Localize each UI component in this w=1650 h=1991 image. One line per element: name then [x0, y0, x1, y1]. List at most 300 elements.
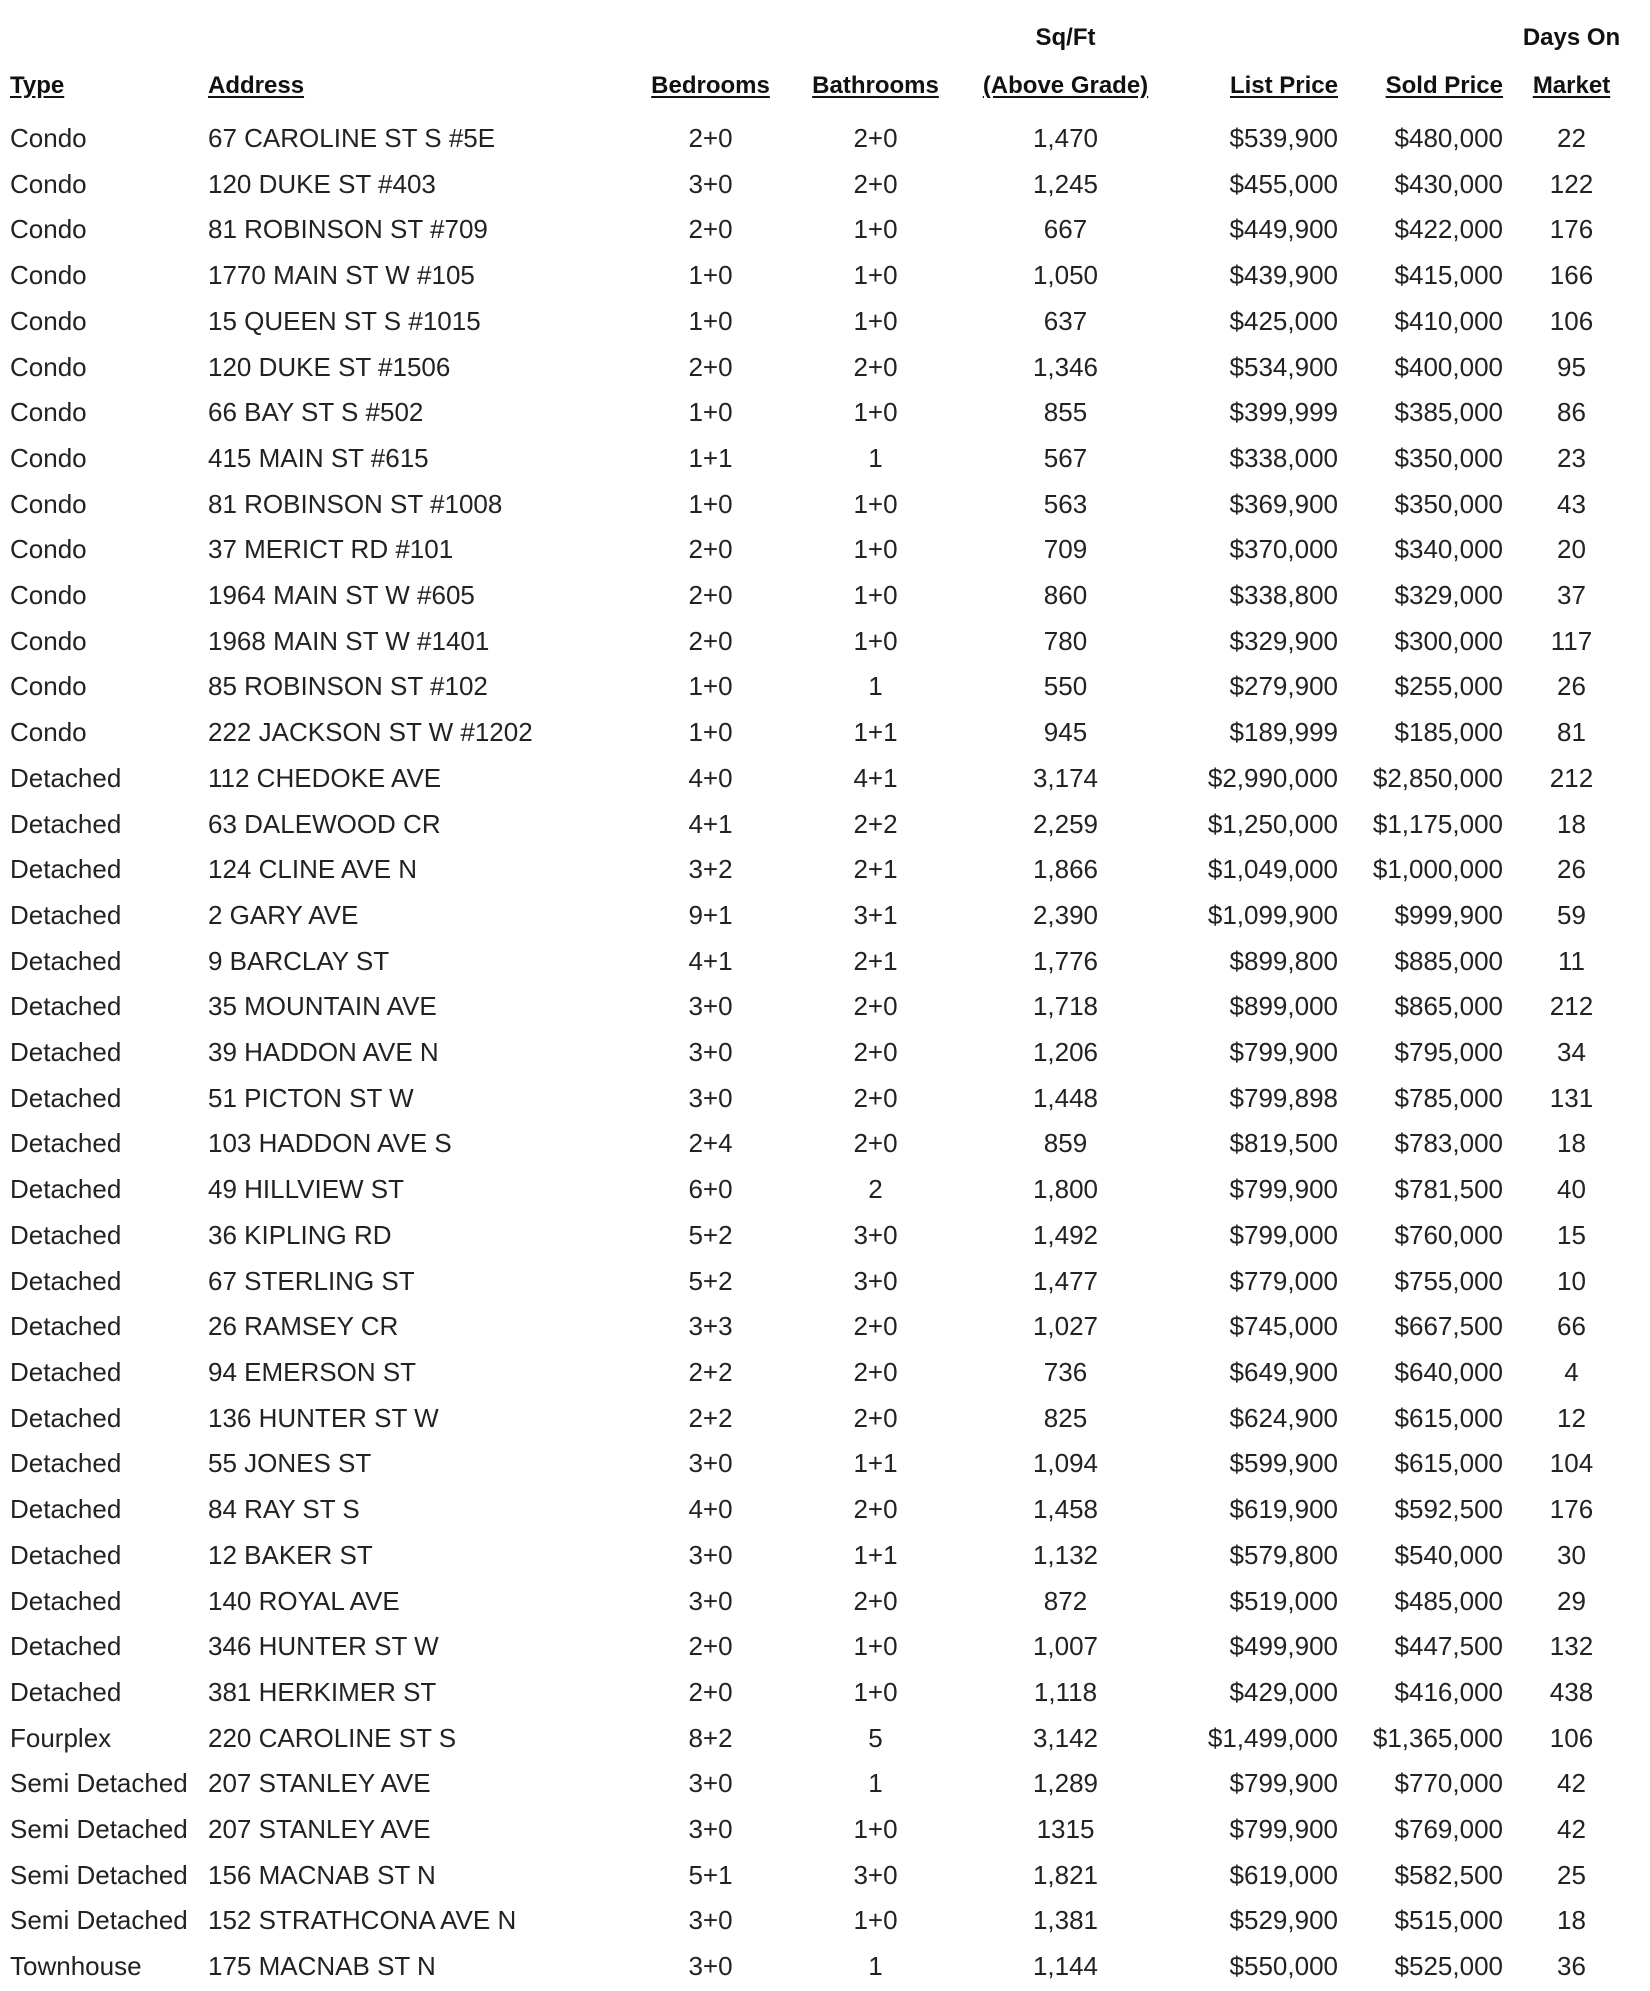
cell-list-price: $745,000 — [1229, 1311, 1338, 1342]
cell-sqft: 1,050 — [1032, 260, 1099, 291]
cell-address: 12 BAKER ST — [208, 1539, 373, 1570]
cell-address: 67 STERLING ST — [208, 1265, 415, 1296]
cell-bathrooms: 3+0 — [853, 1859, 898, 1890]
cell-type: Detached — [10, 1037, 122, 1068]
cell-bathrooms: 1+0 — [853, 580, 898, 611]
cell-days-on-market: 42 — [1557, 1814, 1586, 1845]
cell-address: 81 ROBINSON ST #1008 — [208, 488, 503, 519]
cell-address: 140 ROYAL AVE — [208, 1585, 400, 1616]
cell-sold-price: $515,000 — [1394, 1905, 1503, 1936]
cell-type: Detached — [10, 762, 122, 793]
cell-bathrooms: 1+0 — [853, 214, 898, 245]
cell-sold-price: $667,500 — [1394, 1311, 1503, 1342]
cell-bathrooms: 2+0 — [853, 168, 898, 199]
cell-address: 2 GARY AVE — [208, 899, 359, 930]
cell-days-on-market: 29 — [1557, 1585, 1586, 1616]
cell-sqft: 1,492 — [1032, 1219, 1099, 1250]
table-row — [10, 1487, 1640, 1533]
cell-days-on-market: 26 — [1557, 854, 1586, 885]
cell-days-on-market: 104 — [1549, 1448, 1594, 1479]
cell-list-price: $338,800 — [1229, 580, 1338, 611]
cell-address: 415 MAIN ST #615 — [208, 442, 429, 473]
cell-sold-price: $340,000 — [1394, 534, 1503, 565]
table-row — [10, 116, 1640, 162]
cell-sold-price: $329,000 — [1394, 580, 1503, 611]
table-row — [10, 1624, 1640, 1670]
cell-sqft: 1,381 — [1032, 1905, 1099, 1936]
cell-address: 85 ROBINSON ST #102 — [208, 671, 488, 702]
cell-bedrooms: 2+0 — [688, 625, 733, 656]
cell-bathrooms: 2+0 — [853, 1037, 898, 1068]
cell-bedrooms: 3+0 — [688, 1814, 733, 1845]
cell-bedrooms: 4+1 — [688, 808, 733, 839]
cell-sold-price: $385,000 — [1394, 397, 1503, 428]
cell-days-on-market: 122 — [1549, 168, 1594, 199]
cell-type: Condo — [10, 214, 87, 245]
table-row — [10, 1350, 1640, 1396]
cell-bedrooms: 2+0 — [688, 351, 733, 382]
cell-sqft: 1,245 — [1032, 168, 1099, 199]
cell-list-price: $799,900 — [1229, 1174, 1338, 1205]
cell-bathrooms: 3+0 — [853, 1265, 898, 1296]
cell-days-on-market: 95 — [1557, 351, 1586, 382]
cell-days-on-market: 42 — [1557, 1768, 1586, 1799]
cell-list-price: $370,000 — [1229, 534, 1338, 565]
cell-days-on-market: 18 — [1557, 808, 1586, 839]
cell-sold-price: $1,175,000 — [1372, 808, 1503, 839]
cell-bedrooms: 1+0 — [688, 671, 733, 702]
cell-list-price: $534,900 — [1229, 351, 1338, 382]
cell-sold-price: $430,000 — [1394, 168, 1503, 199]
cell-bathrooms: 2+0 — [853, 1356, 898, 1387]
cell-bedrooms: 3+0 — [688, 1037, 733, 1068]
cell-list-price: $779,000 — [1229, 1265, 1338, 1296]
cell-bedrooms: 2+0 — [688, 1631, 733, 1662]
cell-sold-price: $760,000 — [1394, 1219, 1503, 1250]
cell-list-price: $1,499,000 — [1207, 1722, 1338, 1753]
cell-address: 120 DUKE ST #1506 — [208, 351, 451, 382]
cell-type: Detached — [10, 1128, 122, 1159]
table-row — [10, 1898, 1640, 1944]
cell-list-price: $519,000 — [1229, 1585, 1338, 1616]
table-row — [10, 1121, 1640, 1167]
cell-bedrooms: 3+0 — [688, 1585, 733, 1616]
table-row — [10, 253, 1640, 299]
cell-address: 220 CAROLINE ST S — [208, 1722, 457, 1753]
cell-bathrooms: 2+0 — [853, 1402, 898, 1433]
cell-bathrooms: 1 — [868, 442, 883, 473]
cell-type: Detached — [10, 1402, 122, 1433]
cell-sqft: 1,118 — [1033, 1676, 1098, 1707]
cell-bathrooms: 1+0 — [853, 625, 898, 656]
table-row — [10, 1761, 1640, 1807]
cell-bedrooms: 5+2 — [688, 1219, 733, 1250]
cell-bathrooms: 2+0 — [853, 991, 898, 1022]
cell-bedrooms: 2+0 — [688, 1676, 733, 1707]
cell-type: Semi Detached — [10, 1859, 188, 1890]
cell-bathrooms: 2+0 — [853, 1082, 898, 1113]
cell-list-price: $529,900 — [1229, 1905, 1338, 1936]
table-row — [10, 1670, 1640, 1716]
cell-days-on-market: 43 — [1557, 488, 1586, 519]
cell-sold-price: $1,000,000 — [1372, 854, 1503, 885]
table-row — [10, 1076, 1640, 1122]
cell-list-price: $399,999 — [1229, 397, 1338, 428]
cell-days-on-market: 36 — [1557, 1951, 1586, 1982]
header-sold-price: Sold Price — [1385, 72, 1503, 99]
cell-days-on-market: 176 — [1549, 1494, 1594, 1525]
table-row — [10, 1167, 1640, 1213]
cell-days-on-market: 10 — [1557, 1265, 1586, 1296]
cell-sold-price: $185,000 — [1394, 717, 1503, 748]
cell-type: Condo — [10, 671, 87, 702]
cell-type: Condo — [10, 397, 87, 428]
table-row — [10, 207, 1640, 253]
table-row — [10, 1579, 1640, 1625]
cell-sqft: 780 — [1043, 625, 1088, 656]
cell-address: 156 MACNAB ST N — [208, 1859, 436, 1890]
cell-sqft: 550 — [1043, 671, 1088, 702]
cell-type: Detached — [10, 1676, 122, 1707]
cell-sqft: 859 — [1043, 1128, 1088, 1159]
cell-address: 26 RAMSEY CR — [208, 1311, 399, 1342]
cell-bedrooms: 4+0 — [688, 762, 733, 793]
cell-days-on-market: 22 — [1557, 123, 1586, 153]
cell-address: 49 HILLVIEW ST — [208, 1174, 405, 1205]
cell-days-on-market: 20 — [1557, 534, 1586, 565]
cell-sold-price: $480,000 — [1394, 123, 1503, 153]
cell-address: 15 QUEEN ST S #1015 — [208, 305, 481, 336]
cell-bedrooms: 3+0 — [688, 1539, 733, 1570]
cell-bedrooms: 1+0 — [688, 717, 733, 748]
cell-days-on-market: 18 — [1557, 1128, 1586, 1159]
cell-list-price: $899,800 — [1229, 945, 1338, 976]
cell-days-on-market: 23 — [1557, 442, 1586, 473]
cell-bedrooms: 5+2 — [688, 1265, 733, 1296]
cell-days-on-market: 86 — [1557, 397, 1586, 428]
table-row — [10, 1304, 1640, 1350]
cell-type: Condo — [10, 442, 87, 473]
table-row — [10, 1441, 1640, 1487]
cell-sqft: 1,346 — [1032, 351, 1099, 382]
cell-sqft: 2,390 — [1032, 899, 1099, 930]
cell-type: Detached — [10, 1631, 122, 1662]
table-row — [10, 162, 1640, 208]
cell-address: 222 JACKSON ST W #1202 — [208, 717, 533, 748]
cell-sqft: 1,144 — [1032, 1951, 1099, 1982]
cell-days-on-market: 106 — [1549, 305, 1594, 336]
cell-sold-price: $1,365,000 — [1372, 1722, 1503, 1753]
cell-sold-price: $255,000 — [1394, 671, 1503, 702]
table-row — [10, 1853, 1640, 1899]
cell-sold-price: $885,000 — [1394, 945, 1503, 976]
cell-bedrooms: 1+0 — [688, 397, 733, 428]
cell-bedrooms: 3+3 — [688, 1311, 733, 1342]
cell-address: 1964 MAIN ST W #605 — [208, 580, 475, 611]
cell-sqft: 945 — [1043, 717, 1088, 748]
cell-type: Detached — [10, 1265, 122, 1296]
cell-list-price: $539,900 — [1229, 123, 1338, 153]
header-days-bottom: Market — [1532, 72, 1611, 99]
cell-sold-price: $615,000 — [1394, 1448, 1503, 1479]
cell-days-on-market: 34 — [1557, 1037, 1586, 1068]
table-row — [10, 1533, 1640, 1579]
cell-type: Detached — [10, 1082, 122, 1113]
table-row — [10, 527, 1640, 573]
table-row — [10, 1944, 1640, 1990]
table-row — [10, 893, 1640, 939]
table-row — [10, 573, 1640, 619]
table-row — [10, 756, 1640, 802]
cell-bedrooms: 2+0 — [688, 123, 733, 153]
cell-bathrooms: 1 — [868, 1951, 883, 1982]
cell-address: 207 STANLEY AVE — [208, 1814, 431, 1845]
cell-sold-price: $447,500 — [1394, 1631, 1503, 1662]
cell-address: 1968 MAIN ST W #1401 — [208, 625, 490, 656]
cell-list-price: $439,900 — [1229, 260, 1338, 291]
cell-sold-price: $350,000 — [1394, 442, 1503, 473]
cell-type: Detached — [10, 991, 122, 1022]
cell-days-on-market: 212 — [1549, 762, 1594, 793]
cell-type: Condo — [10, 351, 87, 382]
cell-bathrooms: 2+0 — [853, 1585, 898, 1616]
cell-sqft: 1,821 — [1032, 1859, 1099, 1890]
cell-list-price: $369,900 — [1229, 488, 1338, 519]
cell-bathrooms: 2+2 — [853, 808, 898, 839]
header-sqft — [958, 14, 1173, 116]
cell-list-price: $624,900 — [1229, 1402, 1338, 1433]
cell-type: Detached — [10, 1219, 122, 1250]
header-sqft-bottom: (Above Grade) — [982, 72, 1149, 99]
cell-sold-price: $785,000 — [1394, 1082, 1503, 1113]
cell-sqft: 1315 — [1036, 1814, 1095, 1845]
cell-days-on-market: 4 — [1564, 1356, 1579, 1387]
cell-bedrooms: 8+2 — [688, 1722, 733, 1753]
cell-bathrooms: 1+0 — [853, 260, 898, 291]
cell-address: 67 CAROLINE ST S #5E — [208, 123, 496, 153]
cell-address: 175 MACNAB ST N — [208, 1951, 436, 1982]
cell-list-price: $449,900 — [1229, 214, 1338, 245]
cell-address: 37 MERICT RD #101 — [208, 534, 454, 565]
header-type: Type — [10, 72, 65, 99]
sales-table — [10, 14, 1640, 1990]
cell-address: 346 HUNTER ST W — [208, 1631, 439, 1662]
cell-days-on-market: 18 — [1557, 1905, 1586, 1936]
cell-list-price: $819,500 — [1229, 1128, 1338, 1159]
cell-sold-price: $640,000 — [1394, 1356, 1503, 1387]
cell-bathrooms: 1+0 — [853, 1676, 898, 1707]
cell-sqft: 855 — [1043, 397, 1088, 428]
cell-bathrooms: 1+0 — [853, 1814, 898, 1845]
cell-type: Condo — [10, 305, 87, 336]
cell-bathrooms: 1 — [868, 671, 883, 702]
cell-days-on-market: 30 — [1557, 1539, 1586, 1570]
cell-bedrooms: 2+0 — [688, 534, 733, 565]
cell-sqft: 563 — [1043, 488, 1088, 519]
cell-bathrooms: 2+0 — [853, 1128, 898, 1159]
cell-sqft: 1,448 — [1032, 1082, 1099, 1113]
cell-bathrooms: 3+1 — [853, 899, 898, 930]
cell-type: Detached — [10, 1448, 122, 1479]
cell-sqft: 1,289 — [1032, 1768, 1099, 1799]
cell-bathrooms: 2+1 — [853, 854, 898, 885]
cell-type: Detached — [10, 854, 122, 885]
cell-address: 103 HADDON AVE S — [208, 1128, 452, 1159]
cell-list-price: $2,990,000 — [1207, 762, 1338, 793]
cell-list-price: $649,900 — [1229, 1356, 1338, 1387]
cell-bathrooms: 2+0 — [853, 1494, 898, 1525]
cell-days-on-market: 59 — [1557, 899, 1586, 930]
cell-days-on-market: 176 — [1549, 214, 1594, 245]
cell-sqft: 860 — [1043, 580, 1088, 611]
cell-sold-price: $350,000 — [1394, 488, 1503, 519]
table-row — [10, 1716, 1640, 1762]
cell-sold-price: $582,500 — [1394, 1859, 1503, 1890]
cell-days-on-market: 106 — [1549, 1722, 1594, 1753]
cell-list-price: $799,900 — [1229, 1037, 1338, 1068]
cell-type: Condo — [10, 488, 87, 519]
cell-address: 136 HUNTER ST W — [208, 1402, 439, 1433]
cell-bathrooms: 1+0 — [853, 1631, 898, 1662]
table-row — [10, 1030, 1640, 1076]
cell-days-on-market: 438 — [1549, 1676, 1594, 1707]
cell-bedrooms: 9+1 — [688, 899, 733, 930]
cell-type: Detached — [10, 1585, 122, 1616]
cell-bathrooms: 3+0 — [853, 1219, 898, 1250]
cell-bedrooms: 3+0 — [688, 1082, 733, 1113]
cell-sqft: 1,132 — [1032, 1539, 1099, 1570]
cell-address: 1770 MAIN ST W #105 — [208, 260, 475, 291]
cell-address: 39 HADDON AVE N — [208, 1037, 439, 1068]
cell-address: 94 EMERSON ST — [208, 1356, 417, 1387]
cell-sold-price: $400,000 — [1394, 351, 1503, 382]
header-days-top: Days On — [1522, 24, 1621, 51]
cell-sqft: 667 — [1043, 214, 1088, 245]
cell-list-price: $550,000 — [1229, 1951, 1338, 1982]
cell-days-on-market: 132 — [1549, 1631, 1594, 1662]
cell-sqft: 1,206 — [1032, 1037, 1099, 1068]
table-row — [10, 1396, 1640, 1442]
cell-address: 63 DALEWOOD CR — [208, 808, 441, 839]
cell-sold-price: $770,000 — [1394, 1768, 1503, 1799]
header-address: Address — [208, 72, 305, 99]
table-row — [10, 664, 1640, 710]
cell-sold-price: $769,000 — [1394, 1814, 1503, 1845]
cell-sqft: 872 — [1043, 1585, 1088, 1616]
cell-sqft: 1,094 — [1032, 1448, 1099, 1479]
cell-sold-price: $300,000 — [1394, 625, 1503, 656]
cell-sqft: 567 — [1043, 442, 1088, 473]
table-row — [10, 984, 1640, 1030]
cell-sqft: 1,007 — [1032, 1631, 1099, 1662]
cell-list-price: $799,898 — [1229, 1082, 1338, 1113]
cell-address: 9 BARCLAY ST — [208, 945, 390, 976]
cell-bathrooms: 1+0 — [853, 397, 898, 428]
table-row — [10, 390, 1640, 436]
cell-list-price: $899,000 — [1229, 991, 1338, 1022]
cell-bathrooms: 2+0 — [853, 351, 898, 382]
cell-list-price: $499,900 — [1229, 1631, 1338, 1662]
cell-sqft: 825 — [1043, 1402, 1088, 1433]
table-header — [10, 14, 1640, 116]
cell-bedrooms: 3+0 — [688, 1905, 733, 1936]
cell-bedrooms: 4+0 — [688, 1494, 733, 1525]
cell-bedrooms: 2+4 — [688, 1128, 733, 1159]
cell-days-on-market: 25 — [1557, 1859, 1586, 1890]
cell-days-on-market: 131 — [1549, 1082, 1594, 1113]
cell-address: 124 CLINE AVE N — [208, 854, 418, 885]
cell-bedrooms: 2+2 — [688, 1402, 733, 1433]
cell-type: Condo — [10, 123, 87, 153]
cell-days-on-market: 15 — [1557, 1219, 1586, 1250]
cell-bedrooms: 1+0 — [688, 260, 733, 291]
cell-bedrooms: 1+0 — [688, 305, 733, 336]
cell-list-price: $1,250,000 — [1207, 808, 1338, 839]
cell-sqft: 1,470 — [1032, 123, 1099, 153]
cell-type: Condo — [10, 168, 87, 199]
cell-bathrooms: 2 — [868, 1174, 883, 1205]
cell-sqft: 3,174 — [1032, 762, 1099, 793]
cell-bathrooms: 1+1 — [853, 717, 898, 748]
cell-address: 381 HERKIMER ST — [208, 1676, 437, 1707]
cell-type: Detached — [10, 899, 122, 930]
cell-list-price: $579,800 — [1229, 1539, 1338, 1570]
cell-sold-price: $755,000 — [1394, 1265, 1503, 1296]
cell-sold-price: $422,000 — [1394, 214, 1503, 245]
cell-address: 120 DUKE ST #403 — [208, 168, 436, 199]
cell-list-price: $799,900 — [1229, 1814, 1338, 1845]
cell-bathrooms: 1+0 — [853, 1905, 898, 1936]
cell-type: Detached — [10, 945, 122, 976]
header-sqft-top: Sq/Ft — [1035, 24, 1096, 51]
cell-sqft: 1,776 — [1032, 945, 1099, 976]
table-row — [10, 802, 1640, 848]
header-bathrooms: Bathrooms — [812, 72, 939, 99]
cell-list-price: $279,900 — [1229, 671, 1338, 702]
cell-list-price: $1,049,000 — [1207, 854, 1338, 885]
cell-bedrooms: 2+0 — [688, 580, 733, 611]
cell-bedrooms: 3+0 — [688, 1768, 733, 1799]
cell-bedrooms: 1+0 — [688, 488, 733, 519]
cell-type: Detached — [10, 1174, 122, 1205]
table-row — [10, 847, 1640, 893]
cell-address: 66 BAY ST S #502 — [208, 397, 424, 428]
table-row — [10, 1259, 1640, 1305]
cell-list-price: $599,900 — [1229, 1448, 1338, 1479]
cell-type: Detached — [10, 1494, 122, 1525]
cell-type: Condo — [10, 717, 87, 748]
cell-sqft: 3,142 — [1032, 1722, 1099, 1753]
cell-type: Condo — [10, 625, 87, 656]
cell-sqft: 736 — [1043, 1356, 1088, 1387]
cell-sqft: 637 — [1043, 305, 1088, 336]
cell-list-price: $799,000 — [1229, 1219, 1338, 1250]
cell-address: 36 KIPLING RD — [208, 1219, 392, 1250]
cell-bedrooms: 2+0 — [688, 214, 733, 245]
cell-bedrooms: 3+2 — [688, 854, 733, 885]
cell-type: Semi Detached — [10, 1814, 188, 1845]
table-body — [10, 116, 1640, 1990]
cell-type: Condo — [10, 534, 87, 565]
cell-type: Semi Detached — [10, 1905, 188, 1936]
header-days-on-market — [1503, 14, 1640, 116]
cell-days-on-market: 81 — [1557, 717, 1586, 748]
cell-bedrooms: 4+1 — [688, 945, 733, 976]
cell-sqft: 1,458 — [1032, 1494, 1099, 1525]
table-row — [10, 710, 1640, 756]
cell-sold-price: $416,000 — [1394, 1676, 1503, 1707]
cell-bedrooms: 2+2 — [688, 1356, 733, 1387]
